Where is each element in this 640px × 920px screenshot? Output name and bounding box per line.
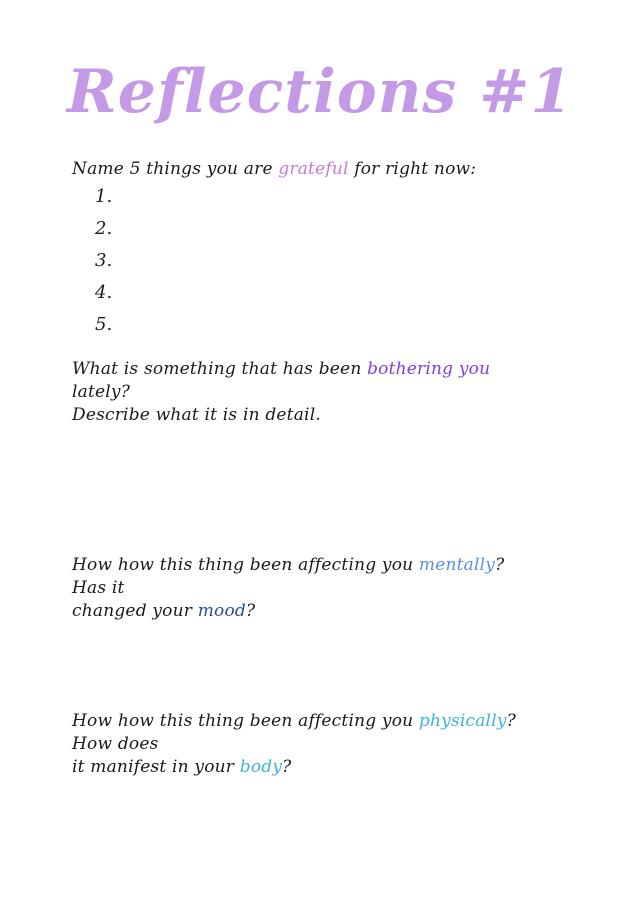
question-text: What is something that has been (72, 359, 368, 379)
highlight-physically: physically (418, 711, 507, 731)
question-text: ? Has it (72, 555, 505, 598)
highlight-bothering: bothering you (367, 359, 491, 379)
question-grateful (72, 158, 542, 181)
list-item: 3. (95, 250, 113, 271)
page-title: Reflections #1 (66, 57, 574, 127)
list-item: 1. (95, 186, 113, 207)
highlight-body: body (239, 757, 283, 777)
question-text: How how this thing been affecting you (72, 711, 419, 731)
question-text: for right now: (348, 159, 477, 179)
list-item: 2. (95, 218, 113, 239)
question-text: ? How does (72, 711, 516, 754)
highlight-mood: mood (197, 601, 246, 621)
question-text: changed your (72, 601, 198, 621)
question-bothering (72, 358, 542, 427)
list-item: 5. (95, 314, 113, 335)
question-text: How how this thing been affecting you (72, 555, 419, 575)
gratitude-list (95, 184, 112, 344)
highlight-mentally: mentally (418, 555, 496, 575)
question-text: Name 5 things you are (72, 159, 279, 179)
list-item: 4. (95, 282, 113, 303)
question-physically (72, 710, 542, 779)
highlight-grateful: grateful (278, 159, 349, 179)
question-text: lately? (72, 382, 131, 402)
question-text: ? (282, 757, 292, 777)
question-mentally (72, 554, 542, 623)
question-text: it manifest in your (72, 757, 240, 777)
question-text: ? (245, 601, 256, 621)
question-text: Describe what it is in detail. (72, 405, 321, 425)
